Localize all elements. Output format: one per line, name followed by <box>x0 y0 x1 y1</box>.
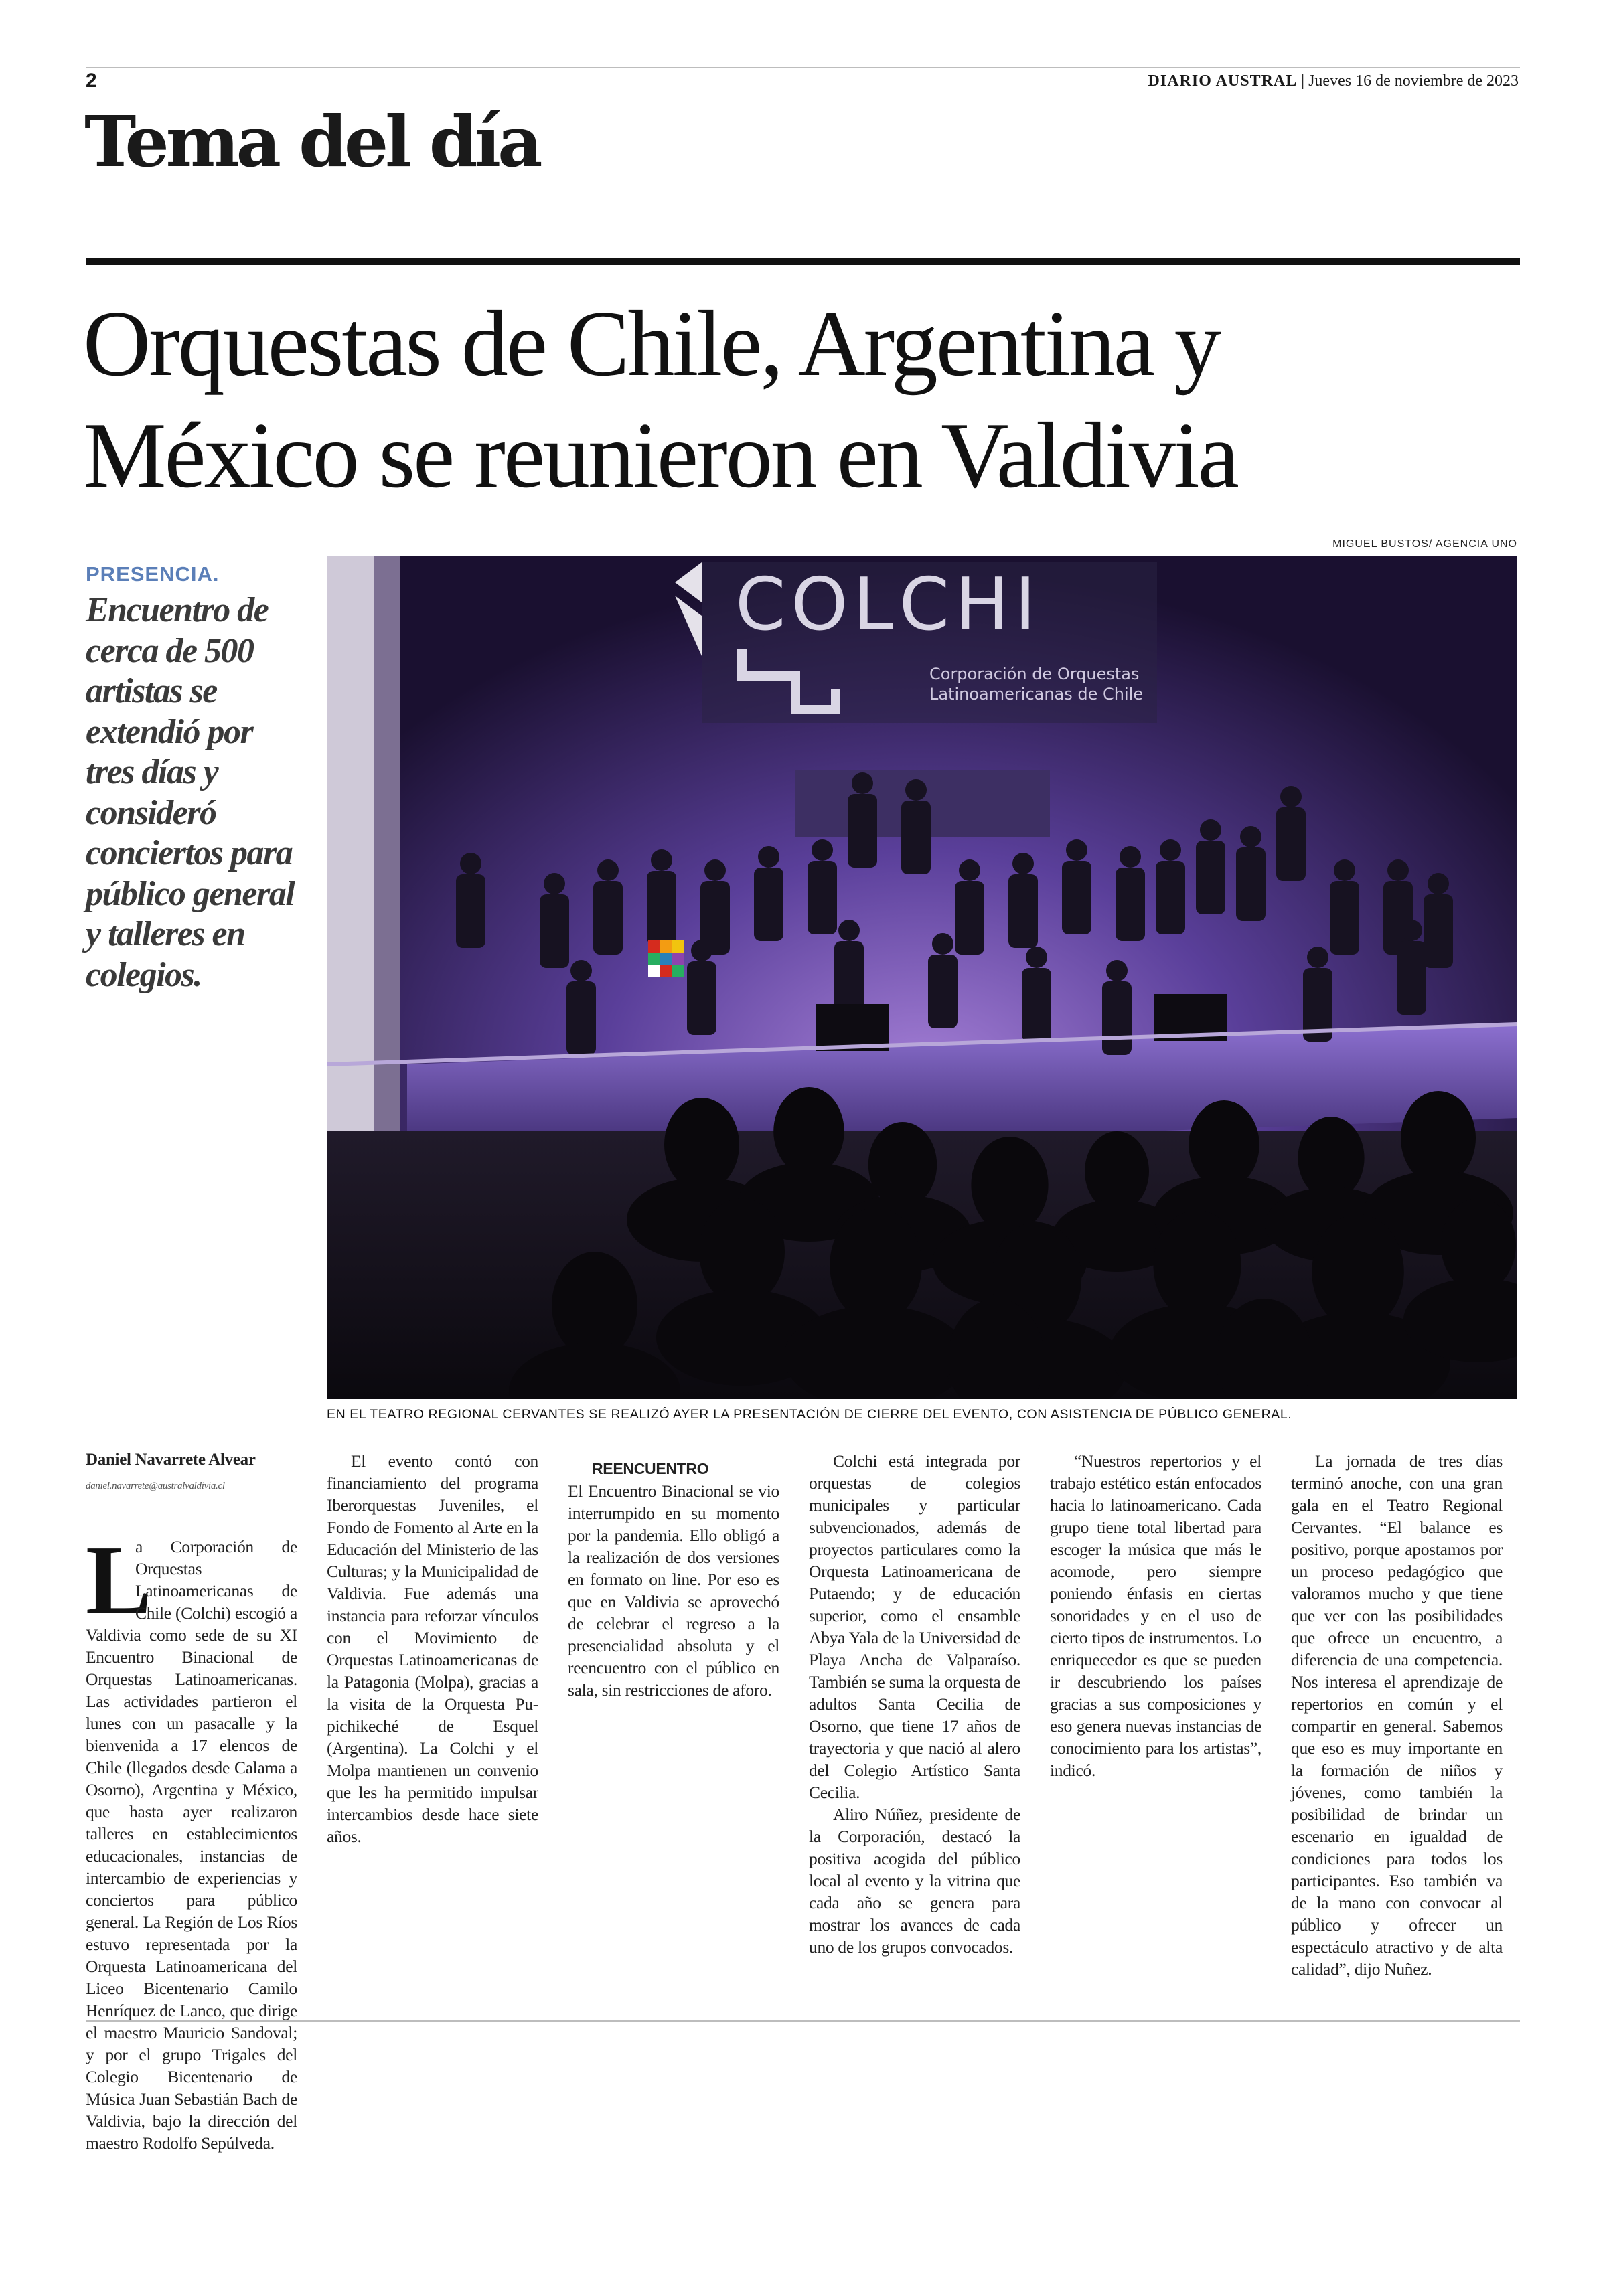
photo-credit: MIGUEL BUSTOS/ AGENCIA UNO <box>1332 538 1517 550</box>
banner-line-1: Corporación de Orquestas <box>929 665 1140 683</box>
concert-photo <box>327 556 1517 1399</box>
article-paragraph-4: Colchi está integrada por orquestas de colegios municipales y particular subvencionados, además de proyectos particulares como la Orquesta Latinoamericana de Putaendo; y de educación superior, como el ensamble Abya Yala de la Universidad de Playa Ancha de Valparaíso. También se suma la orquesta de adultos Santa Cecilia de Osorno, que tiene 17 años de trayectoria y que nació al alero del Colegio Artístico Santa Cecilia. <box>809 1451 1020 1802</box>
section-rule <box>86 258 1520 265</box>
author-email: daniel.navarrete@australvaldivia.cl <box>86 1481 225 1491</box>
byline: Daniel Navarrete Alvear <box>86 1451 256 1469</box>
article-column-2 <box>327 1450 538 1848</box>
paper-name: DIARIO AUSTRAL <box>1148 72 1298 90</box>
article-paragraph-3: El Encuentro Binacional se vio interrumpido en su momento por la pandemia. Ello obligó a la realización de dos versiones en formato on line. Por eso es que en Valdivia se aprovechó de celebrar el regreso a la presencialidad absoluta y el reencuentro con el público en sala, sin restricciones de aforo. <box>568 1481 779 1700</box>
article-column-4 <box>809 1450 1020 1958</box>
article-column-5 <box>1050 1450 1261 1781</box>
article-paragraph-1: a Corporación de Orquestas Latinoamericanas de Chile (Colchi) escogió a Valdivia como sede de su XI Encuentro Binacional de Orquestas Latinoamericanas. Las actividades partieron el lunes con un pasacalle y la bienvenida a 17 elencos de Chile (llegados desde Calama a Osorno), Argentina y México, que hasta ayer realizaron talleres en establecimientos educacionales, instancias de intercambio de experiencias y conciertos para público general. La Región de Los Ríos estuvo representada por la Orquesta Latinoamericana del Liceo Bicentenario Camilo Henríquez de Lanco, que dirige el maestro Mauricio Sandoval; y por el grupo Trigales del Colegio Bicentenario de Música Juan Sebastián Bach de Valdivia, bajo la dirección del maestro Rodolfo Sepúlveda. <box>86 1537 297 2153</box>
banner-line-2: Latinoamericanas de Chile <box>929 685 1144 704</box>
photo-caption: EN EL TEATRO REGIONAL CERVANTES SE REALIZÓ AYER LA PRESENTACIÓN DE CIERRE DEL EVENTO, CON ASISTENCIA DE PÚBLICO GENERAL. <box>327 1407 1292 1422</box>
section-title: Tema del día <box>84 100 540 183</box>
subhead-reencuentro: REENCUENTRO <box>592 1460 709 1477</box>
article-column-1 <box>86 1450 297 2154</box>
summary-text: Encuentro de cerca de 500 artistas se extendió por tres días y consideró conciertos para público general y talleres en colegios. <box>86 591 295 994</box>
summary-kicker: PRESENCIA. <box>86 562 220 586</box>
banner-title: COLCHI <box>735 563 1042 647</box>
concert-photo-illustration <box>327 556 1517 1399</box>
headline <box>83 288 1529 511</box>
article-column-6 <box>1291 1450 1503 1980</box>
article-paragraph-6: “Nuestros repertorios y el trabajo estético están enfocados hacia lo latinoamericano. Cada grupo tiene total libertad para escoger la música que más le acomode, pero siempre poniendo énfasis en ciertas sonoridades y en el uso de cierto tipos de instrumentos. Lo enriquecedor es que se pueden ir descubriendo los países gracias a sus composiciones y eso genera nuevas instancias de conocimiento para los artistas”, indicó. <box>1050 1451 1261 1780</box>
issue-date: Jueves 16 de noviembre de 2023 <box>1308 72 1519 90</box>
top-rule <box>86 67 1520 68</box>
headline-line-1: Orquestas de Chile, Argentina y <box>83 292 1219 396</box>
article-paragraph-7: La jornada de tres días terminó anoche, con una gran gala en el Teatro Regional Cervantes. “El balance es positivo, porque apostamos por un proceso pedagógico que valoramos mucho y que tiene que ver con las posibilidades que ofrece un encuentro, a diferencia de una competencia. Nos interesa el aprendizaje de repertorios en común y el compartir en general. Sabemos que eso es muy importante en la formación de niños y jóvenes, como también la posibilidad de brindar un escenario en igualdad de condiciones para todos los participantes. Eso también va de la mano con convocar al público y ofrecer un espectáculo atractivo y de alta calidad”, dijo Nuñez. <box>1291 1451 1503 1979</box>
bottom-rule <box>86 2020 1520 2022</box>
article-paragraph-2: El evento contó con financiamiento del programa Iberorquestas Juveniles, el Fondo de Fomento al Arte en la Educación del Ministerio de las Culturas; y la Municipalidad de Valdivia. Fue además una instancia para reforzar vínculos con el Movimiento de Orquestas Latinoamericanas de la Patagonia (Molpa), gracias a la visita de la Orquesta Pu-pichikeché de Esquel (Argentina). La Colchi y el Molpa mantienen un convenio que les ha permitido impulsar intercambios desde hace siete años. <box>327 1451 538 1846</box>
masthead-separator: | <box>1297 72 1309 90</box>
article-paragraph-5: Aliro Núñez, presidente de la Corporación, destacó la positiva acogida del público local al evento y la vitrina que cada año se genera para mostrar los avances de cada uno de los grupos convocados. <box>809 1805 1020 1957</box>
headline-line-2: México se reunieron en Valdivia <box>83 404 1237 507</box>
wiphala-flag <box>648 940 684 977</box>
drop-cap: L <box>86 1526 152 1635</box>
article-column-3 <box>568 1450 779 1701</box>
page-number: 2 <box>86 70 97 92</box>
masthead <box>1148 72 1519 90</box>
